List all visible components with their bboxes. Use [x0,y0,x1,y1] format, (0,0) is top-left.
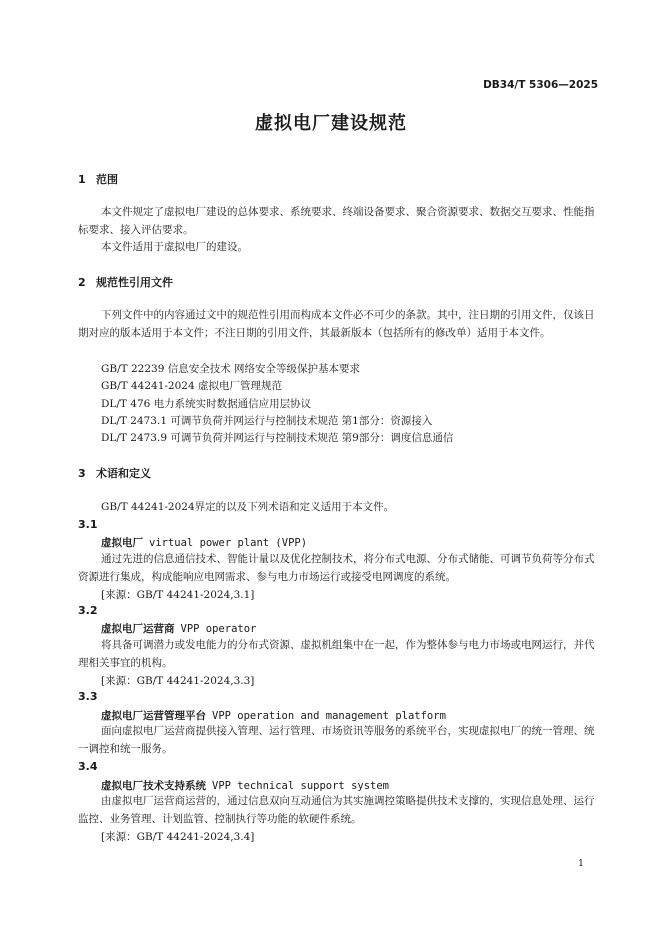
section-title: 范围 [96,173,118,186]
term-number: 3.2 [78,604,98,617]
term-zh: 虚拟电厂运营商 [101,623,175,635]
page-number: 1 [578,858,585,869]
term-definition: 面向虚拟电厂运营商提供接入管理、运行管理、市场资讯等服务的系统平台，实现虚拟电厂的统一管理、统一调控和统一服务。 [78,725,595,755]
paragraph: GB/T 44241-2024界定的以及下列术语和定义适用于本文件。 [101,501,395,513]
document-code: DB34/T 5306—2025 [483,79,598,91]
paragraph: 下列文件中的内容通过文中的规范性引用而构成本文件必不可少的条款。其中，注日期的引用文件，仅该日期对应的版本适用于本文件；不注日期的引用文件，其最新版本（包括所有的修改单）适用于本文件。 [78,309,595,339]
reference-item: DL/T 2473.9 可调节负荷并网运行与控制技术规范 第9部分：调度信息通信 [101,432,454,444]
reference-item: DL/T 476 电力系统实时数据通信应用层协议 [101,398,312,410]
term-zh: 虚拟电厂技术支持系统 [101,780,206,792]
section-number: 3 [78,467,86,480]
reference-item: GB/T 44241-2024 虚拟电厂管理规范 [101,380,282,392]
section-number: 2 [78,276,86,289]
section-heading-3 [78,465,151,481]
term-number: 3.4 [78,760,98,773]
reference-item: GB/T 22239 信息安全技术 网络安全等级保护基本要求 [101,363,361,375]
term-definition: 由虚拟电厂运营商运营的，通过信息双向互动通信为其实施调控策略提供技术支撑的，实现信息处理、运行监控、业务管理、计划监管、控制执行等功能的软硬件系统。 [78,795,595,825]
term-en: VPP operation and management platform [212,710,446,722]
term-en: VPP operator [180,623,257,635]
term-heading [101,535,307,550]
section-heading-1 [78,171,118,187]
term-en: virtual power plant (VPP) [149,537,308,549]
term-source: [来源：GB/T 44241-2024,3.3] [101,675,255,687]
section-heading-2 [78,274,173,290]
term-definition: 通过先进的信息通信技术、智能计量以及优化控制技术，将分布式电源、分布式储能、可调节负荷等分布式资源进行集成，构成能响应电网需求、参与电力市场运行或接受电网调度的系统。 [78,553,595,583]
term-definition: 将具备可调潜力或发电能力的分布式资源、虚拟机组集中在一起，作为整体参与电力市场或电网运行，并代理相关事宜的机构。 [78,639,595,669]
term-number: 3.1 [78,518,98,531]
reference-item: DL/T 2473.1 可调节负荷并网运行与控制技术规范 第1部分：资源接入 [101,415,433,427]
term-heading [101,708,446,723]
paragraph: 本文件适用于虚拟电厂的建设。 [101,241,248,253]
term-zh: 虚拟电厂运营管理平台 [101,710,206,722]
term-heading [101,778,389,793]
term-zh: 虚拟电厂 [101,537,143,549]
section-title: 规范性引用文件 [96,276,173,289]
paragraph: 本文件规定了虚拟电厂建设的总体要求、系统要求、终端设备要求、聚合资源要求、数据交互要求、性能指标要求、接入评估要求。 [78,206,595,236]
document-title: 虚拟电厂建设规范 [255,113,407,134]
term-heading [101,621,256,636]
section-number: 1 [78,173,86,186]
term-source: [来源：GB/T 44241-2024,3.4] [101,831,255,843]
section-title: 术语和定义 [96,467,151,480]
term-source: [来源：GB/T 44241-2024,3.1] [101,589,255,601]
term-en: VPP technical support system [212,780,390,792]
term-number: 3.3 [78,690,98,703]
